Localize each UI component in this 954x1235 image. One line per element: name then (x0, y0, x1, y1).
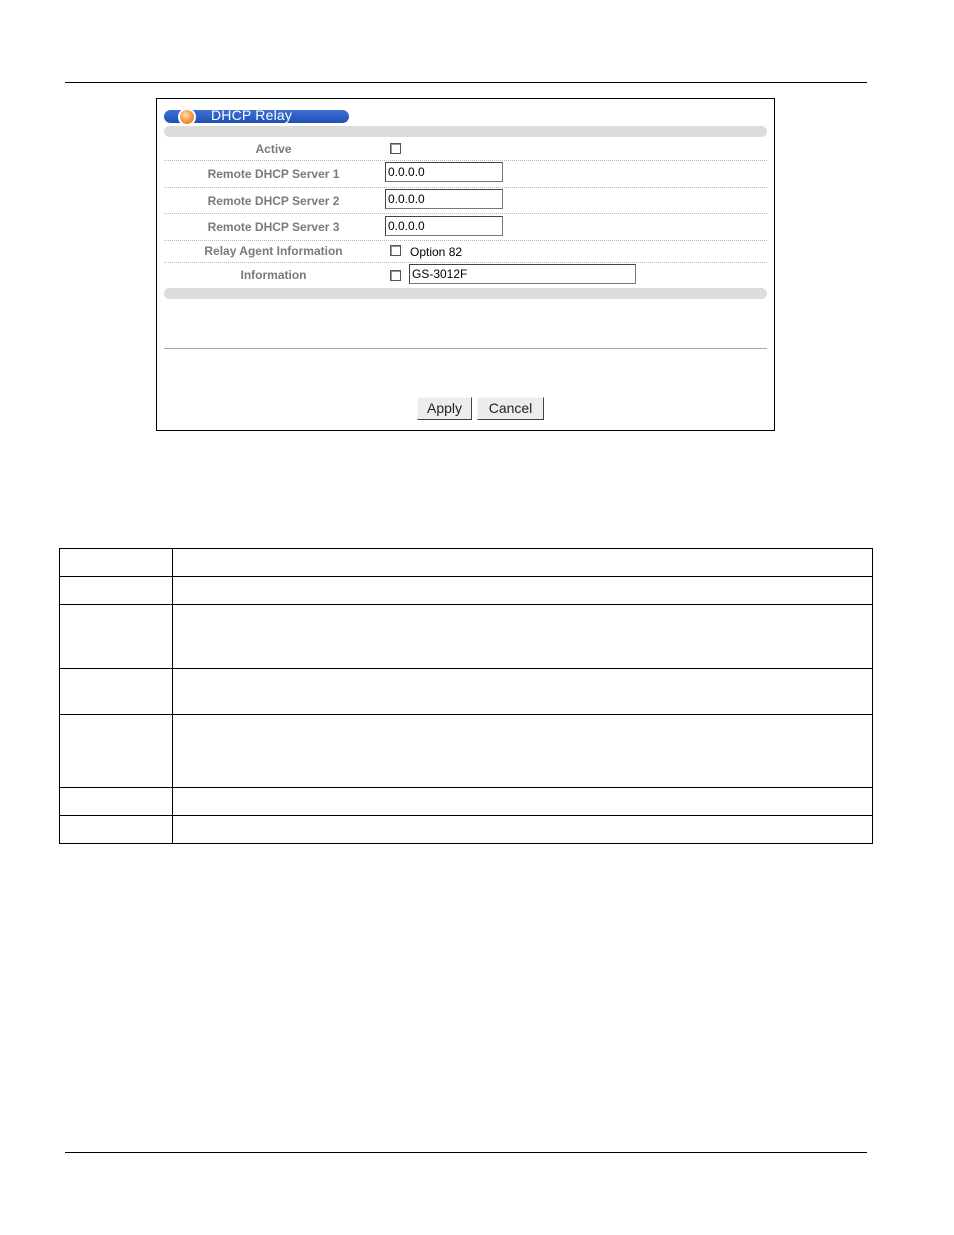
information-input[interactable]: GS-3012F (409, 264, 636, 284)
field-description-table (59, 548, 873, 844)
table-row (60, 605, 873, 669)
table-row (60, 715, 873, 788)
dhcp-relay-panel (156, 98, 775, 431)
table-row (60, 669, 873, 715)
panel-title: DHCP Relay (211, 107, 293, 123)
table-row (60, 549, 873, 577)
header-rule (65, 82, 867, 83)
row-information (164, 263, 767, 288)
active-label: Active (255, 142, 292, 156)
row-relay-agent (164, 241, 767, 263)
row-server-1 (164, 161, 767, 188)
orb-icon (178, 108, 196, 126)
relay-agent-label: Relay Agent Information (204, 244, 343, 258)
server3-input[interactable]: 0.0.0.0 (385, 216, 503, 236)
form-band-top (164, 126, 767, 137)
table-row (60, 788, 873, 816)
table-row (60, 816, 873, 844)
table-row (60, 577, 873, 605)
server1-input[interactable]: 0.0.0.0 (385, 162, 503, 182)
information-checkbox[interactable] (390, 270, 401, 281)
server2-label: Remote DHCP Server 2 (207, 194, 340, 208)
divider (164, 348, 767, 349)
row-server-3 (164, 214, 767, 241)
server3-label: Remote DHCP Server 3 (207, 220, 340, 234)
form-band-bottom (164, 288, 767, 299)
footer-rule (65, 1152, 867, 1153)
option82-checkbox[interactable] (390, 245, 401, 256)
server2-input[interactable]: 0.0.0.0 (385, 189, 503, 209)
row-active (164, 138, 767, 161)
apply-button[interactable]: Apply (417, 397, 472, 420)
server1-label: Remote DHCP Server 1 (207, 167, 340, 181)
row-server-2 (164, 188, 767, 214)
cancel-button[interactable]: Cancel (477, 397, 544, 420)
active-checkbox[interactable] (390, 143, 401, 154)
option82-label: Option 82 (410, 245, 463, 259)
information-label: Information (240, 268, 307, 282)
